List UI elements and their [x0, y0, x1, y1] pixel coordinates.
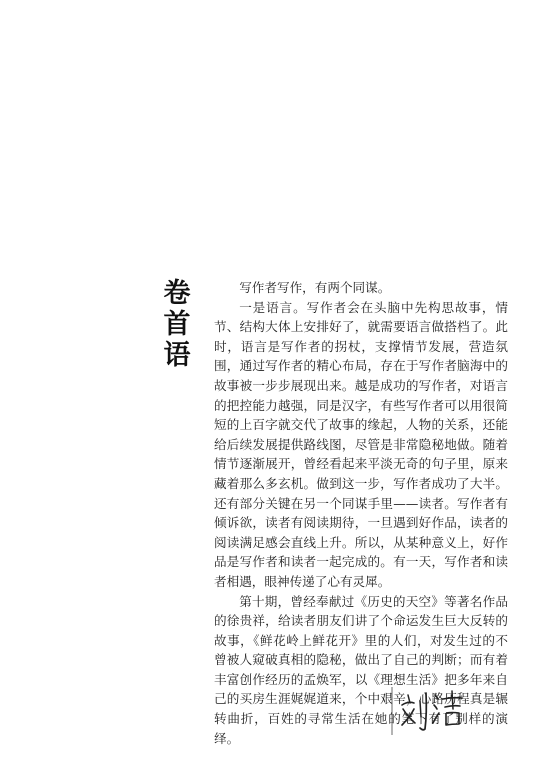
paragraph: 一是语言。写作者会在头脑中先构思故事，情节、结构大体上安排好了，就需要语言做搭档了。此时，语言是写作者的拐杖，支撑情节发展，营造氛围，通过写作者的精心布局，存在于写作者脑海中的故事被一步步展现出来。越是成功的写作者，对语言的把控能力越强，同是汉字，有些写作者可以用很简短的上百字就交代了故事的缘起，人物的关系，还能给后续发展提供路线图，尽管是非常隐秘地做。随着情节逐渐展开，曾经看起来平淡无奇的句子里，原来藏着那么多玄机。做到这一步，写作者成功了大半。还有部分关键在另一个同谋手里——读者。写作者有倾诉欲，读者有阅读期待，一旦遇到好作品，读者的阅读满足感会直线上升。所以，从某种意义上，好作品是写作者和读者一起完成的。有一天，写作者和读者相遇，眼神传递了心有灵犀。 [214, 299, 508, 589]
signature-image [390, 683, 472, 737]
paragraph: 第十期，曾经奉献过《历史的天空》等著名作品的徐贵祥，给读者朋友们讲了个命运发生巨大反转的故事，《鲜花岭上鲜花开》里的人们，对发生过的不曾被人窥破真相的隐秘，做出了自己的判断；而有着丰富创作经历的孟焕军，以《理想生活》把多年来自己的买房生涯娓娓道来，个中艰辛，心路历程真是辗转曲折，百姓的寻常生活在她的笔下有了别样的演绎。 [214, 593, 508, 746]
paragraph: 写作者写作，有两个同谋。 [239, 280, 391, 295]
author-signature [390, 683, 472, 737]
title-char: 首 [163, 309, 191, 340]
section-title [160, 278, 194, 371]
editorial-body [214, 278, 508, 748]
title-char: 卷 [163, 278, 191, 309]
title-char: 语 [163, 340, 191, 371]
